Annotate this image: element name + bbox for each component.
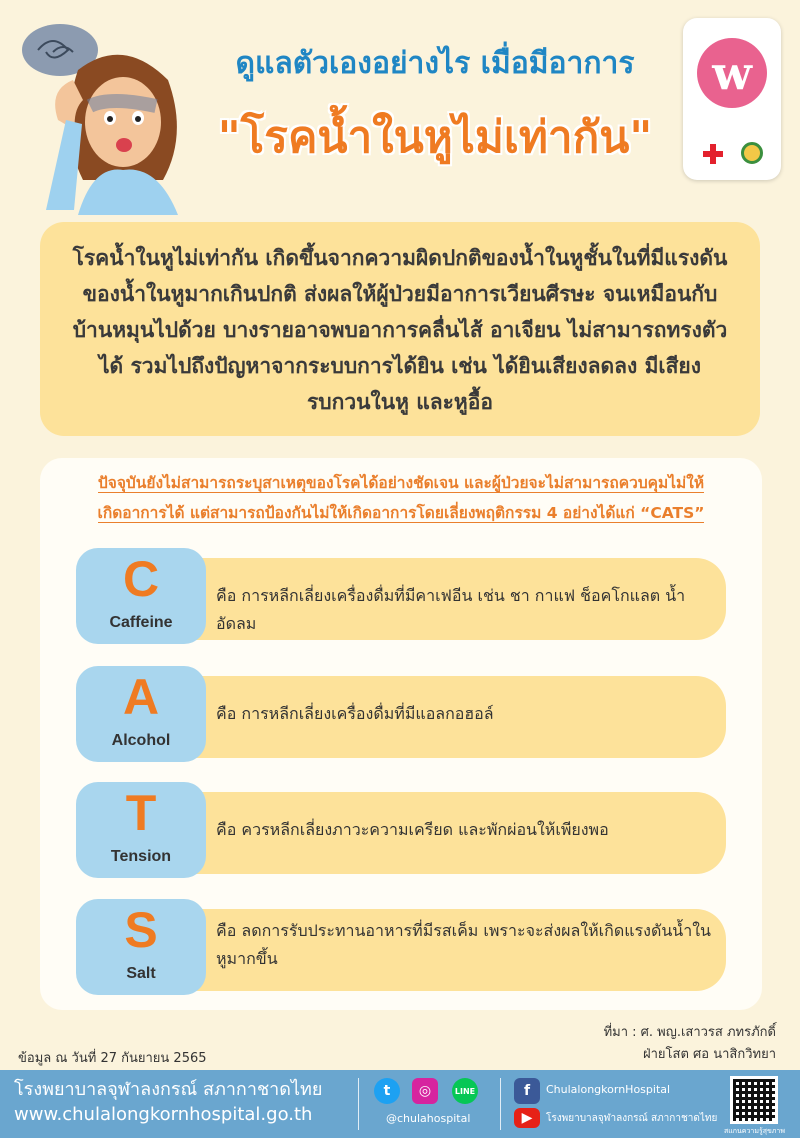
footer-website-link[interactable]: www.chulalongkornhospital.go.th (14, 1104, 313, 1125)
cats-item-a (76, 666, 726, 762)
qr-code[interactable] (730, 1076, 778, 1124)
cats-desc: คือ ควรหลีกเลี่ยงภาวะความเครียด และพักผ่อนให้เพียงพอ (216, 820, 609, 839)
cats-note-line-1: ปัจจุบันยังไม่สามารถระบุสาเหตุของโรคได้อย่างชัดเจน และผู้ป่วยจะไม่สามารถควบคุมไม่ให้ (97, 474, 705, 492)
cats-letter: C (122, 551, 160, 607)
cats-word: Alcohol (111, 732, 171, 749)
source-credit (604, 1022, 776, 1066)
cats-letter: A (122, 669, 160, 725)
youtube-channel-name[interactable]: โรงพยาบาลจุฬาลงกรณ์ สภากาชาดไทย (546, 1113, 718, 1124)
footer-bar (0, 1070, 800, 1138)
seal-icon (741, 142, 763, 164)
cats-desc: คือ การหลีกเลี่ยงเครื่องดื่มที่มีคาเฟอีน เช่น ชา กาแฟ ช็อคโกแลต น้ำอัดลม (216, 586, 686, 633)
source-department: ฝ่ายโสต ศอ นาสิกวิทยา (643, 1047, 776, 1062)
cats-item-c (76, 548, 726, 644)
social-handle[interactable]: @chulahospital (386, 1112, 471, 1125)
cats-letter: T (125, 785, 157, 841)
hospital-logo (683, 18, 781, 180)
footer-hospital-name: โรงพยาบาลจุฬาลงกรณ์ สภากาชาดไทย (14, 1079, 323, 1100)
twitter-icon[interactable]: t (374, 1078, 400, 1104)
cats-item-tag (76, 782, 206, 878)
dizzy-woman-illustration (18, 10, 188, 215)
cats-item-tag (76, 899, 206, 995)
title-line-1: ดูแลตัวเองอย่างไร เมื่อมีอาการ (235, 46, 635, 81)
hospital-logo-mark: w (697, 38, 767, 108)
red-cross-icon (703, 144, 723, 164)
source-author: ที่มา : ศ. พญ.เสาวรส ภทรภักดิ์ (603, 1025, 776, 1040)
data-date: ข้อมูล ณ วันที่ 27 กันยายน 2565 (18, 1051, 207, 1066)
footer-divider (358, 1078, 359, 1130)
youtube-icon[interactable]: ▶ (514, 1108, 540, 1128)
cats-word: Caffeine (109, 614, 173, 631)
cats-panel (40, 458, 762, 1010)
title-line-2: "โรคน้ำในหูไม่เท่ากัน" (217, 112, 653, 163)
footer-divider (500, 1078, 501, 1130)
cats-item-t (76, 782, 726, 878)
cats-note (58, 468, 744, 528)
facebook-page-name[interactable]: ChulalongkornHospital (546, 1083, 671, 1096)
cats-item-s (76, 899, 726, 995)
cats-letter: S (124, 902, 158, 958)
intro-text: โรคน้ำในหูไม่เท่ากัน เกิดขึ้นจากความผิดปกติของน้ำในหูชั้นในที่มีแรงดันของน้ำในหูมากเกินปกติ ส่งผลให้ผู้ป่วยมีอาการเวียนศีรษะ จนเหมือนกับบ้านหมุนไปด้วย บางรายอาจพบอาการคลื่นไส้ อาเจียน ไม่สามารถทรงตัวได้ รวมไปถึงปัญหาจากระบบการได้ยิน เช่น ได้ยินเสียงลดลง มีเสียงรบกวนในหู และหูอื้อ (72, 246, 728, 414)
cats-item-tag (76, 666, 206, 762)
cats-desc: คือ ลดการรับประทานอาหารที่มีรสเค็ม เพราะจะส่งผลให้เกิดแรงดันน้ำในหูมากขึ้น (216, 921, 711, 968)
line-icon[interactable]: LINE (452, 1078, 478, 1104)
cats-note-line-2: เกิดอาการได้ แต่สามารถป้องกันไม่ให้เกิดอาการโดยเลี่ยงพฤติกรรม 4 อย่างได้แก่ “CATS” (97, 504, 705, 522)
qr-label: สแกนความรู้สุขภาพ (724, 1127, 785, 1135)
cats-desc: คือ การหลีกเลี่ยงเครื่องดื่มที่มีแอลกอฮอล์ (216, 704, 494, 723)
cats-item-tag (76, 548, 206, 644)
intro-box (40, 222, 760, 436)
facebook-icon[interactable]: f (514, 1078, 540, 1104)
instagram-icon[interactable]: ◎ (412, 1078, 438, 1104)
cats-word: Tension (110, 848, 172, 865)
cats-word: Salt (126, 965, 156, 982)
